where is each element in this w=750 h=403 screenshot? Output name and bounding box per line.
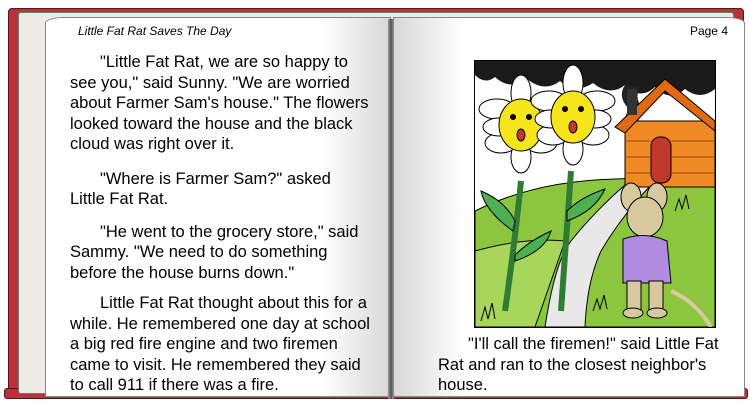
illustration-svg — [475, 61, 715, 327]
story-text — [70, 52, 370, 396]
paragraph: "Little Fat Rat, we are so happy to see you," said Sunny. "We are worried about Farmer Sam's house." The flowers looked toward the house and the black cloud was right over it. — [70, 53, 369, 153]
story-illustration — [474, 60, 716, 328]
running-title: Little Fat Rat Saves The Day — [78, 24, 232, 38]
illustration-caption: "I'll call the firemen!" said Little Fat Rat and ran to the closest neighbor's house. — [438, 335, 719, 394]
paragraph: "He went to the grocery store," said Sammy. "We need to do something before the house burns down." — [70, 222, 359, 282]
left-page — [45, 17, 391, 397]
right-page — [393, 17, 745, 397]
page-number: Page 4 — [689, 24, 728, 38]
page-stack-edge — [18, 12, 734, 394]
paragraph: "Where is Farmer Sam?" asked Little Fat Rat. — [70, 169, 331, 208]
farmhouse — [615, 79, 715, 187]
paragraph: Little Fat Rat thought about this for a while. He remembered one day at school a big red fire engine and two firemen came to visit. He remembered they said to call 911 if there was a fire. — [70, 294, 370, 394]
